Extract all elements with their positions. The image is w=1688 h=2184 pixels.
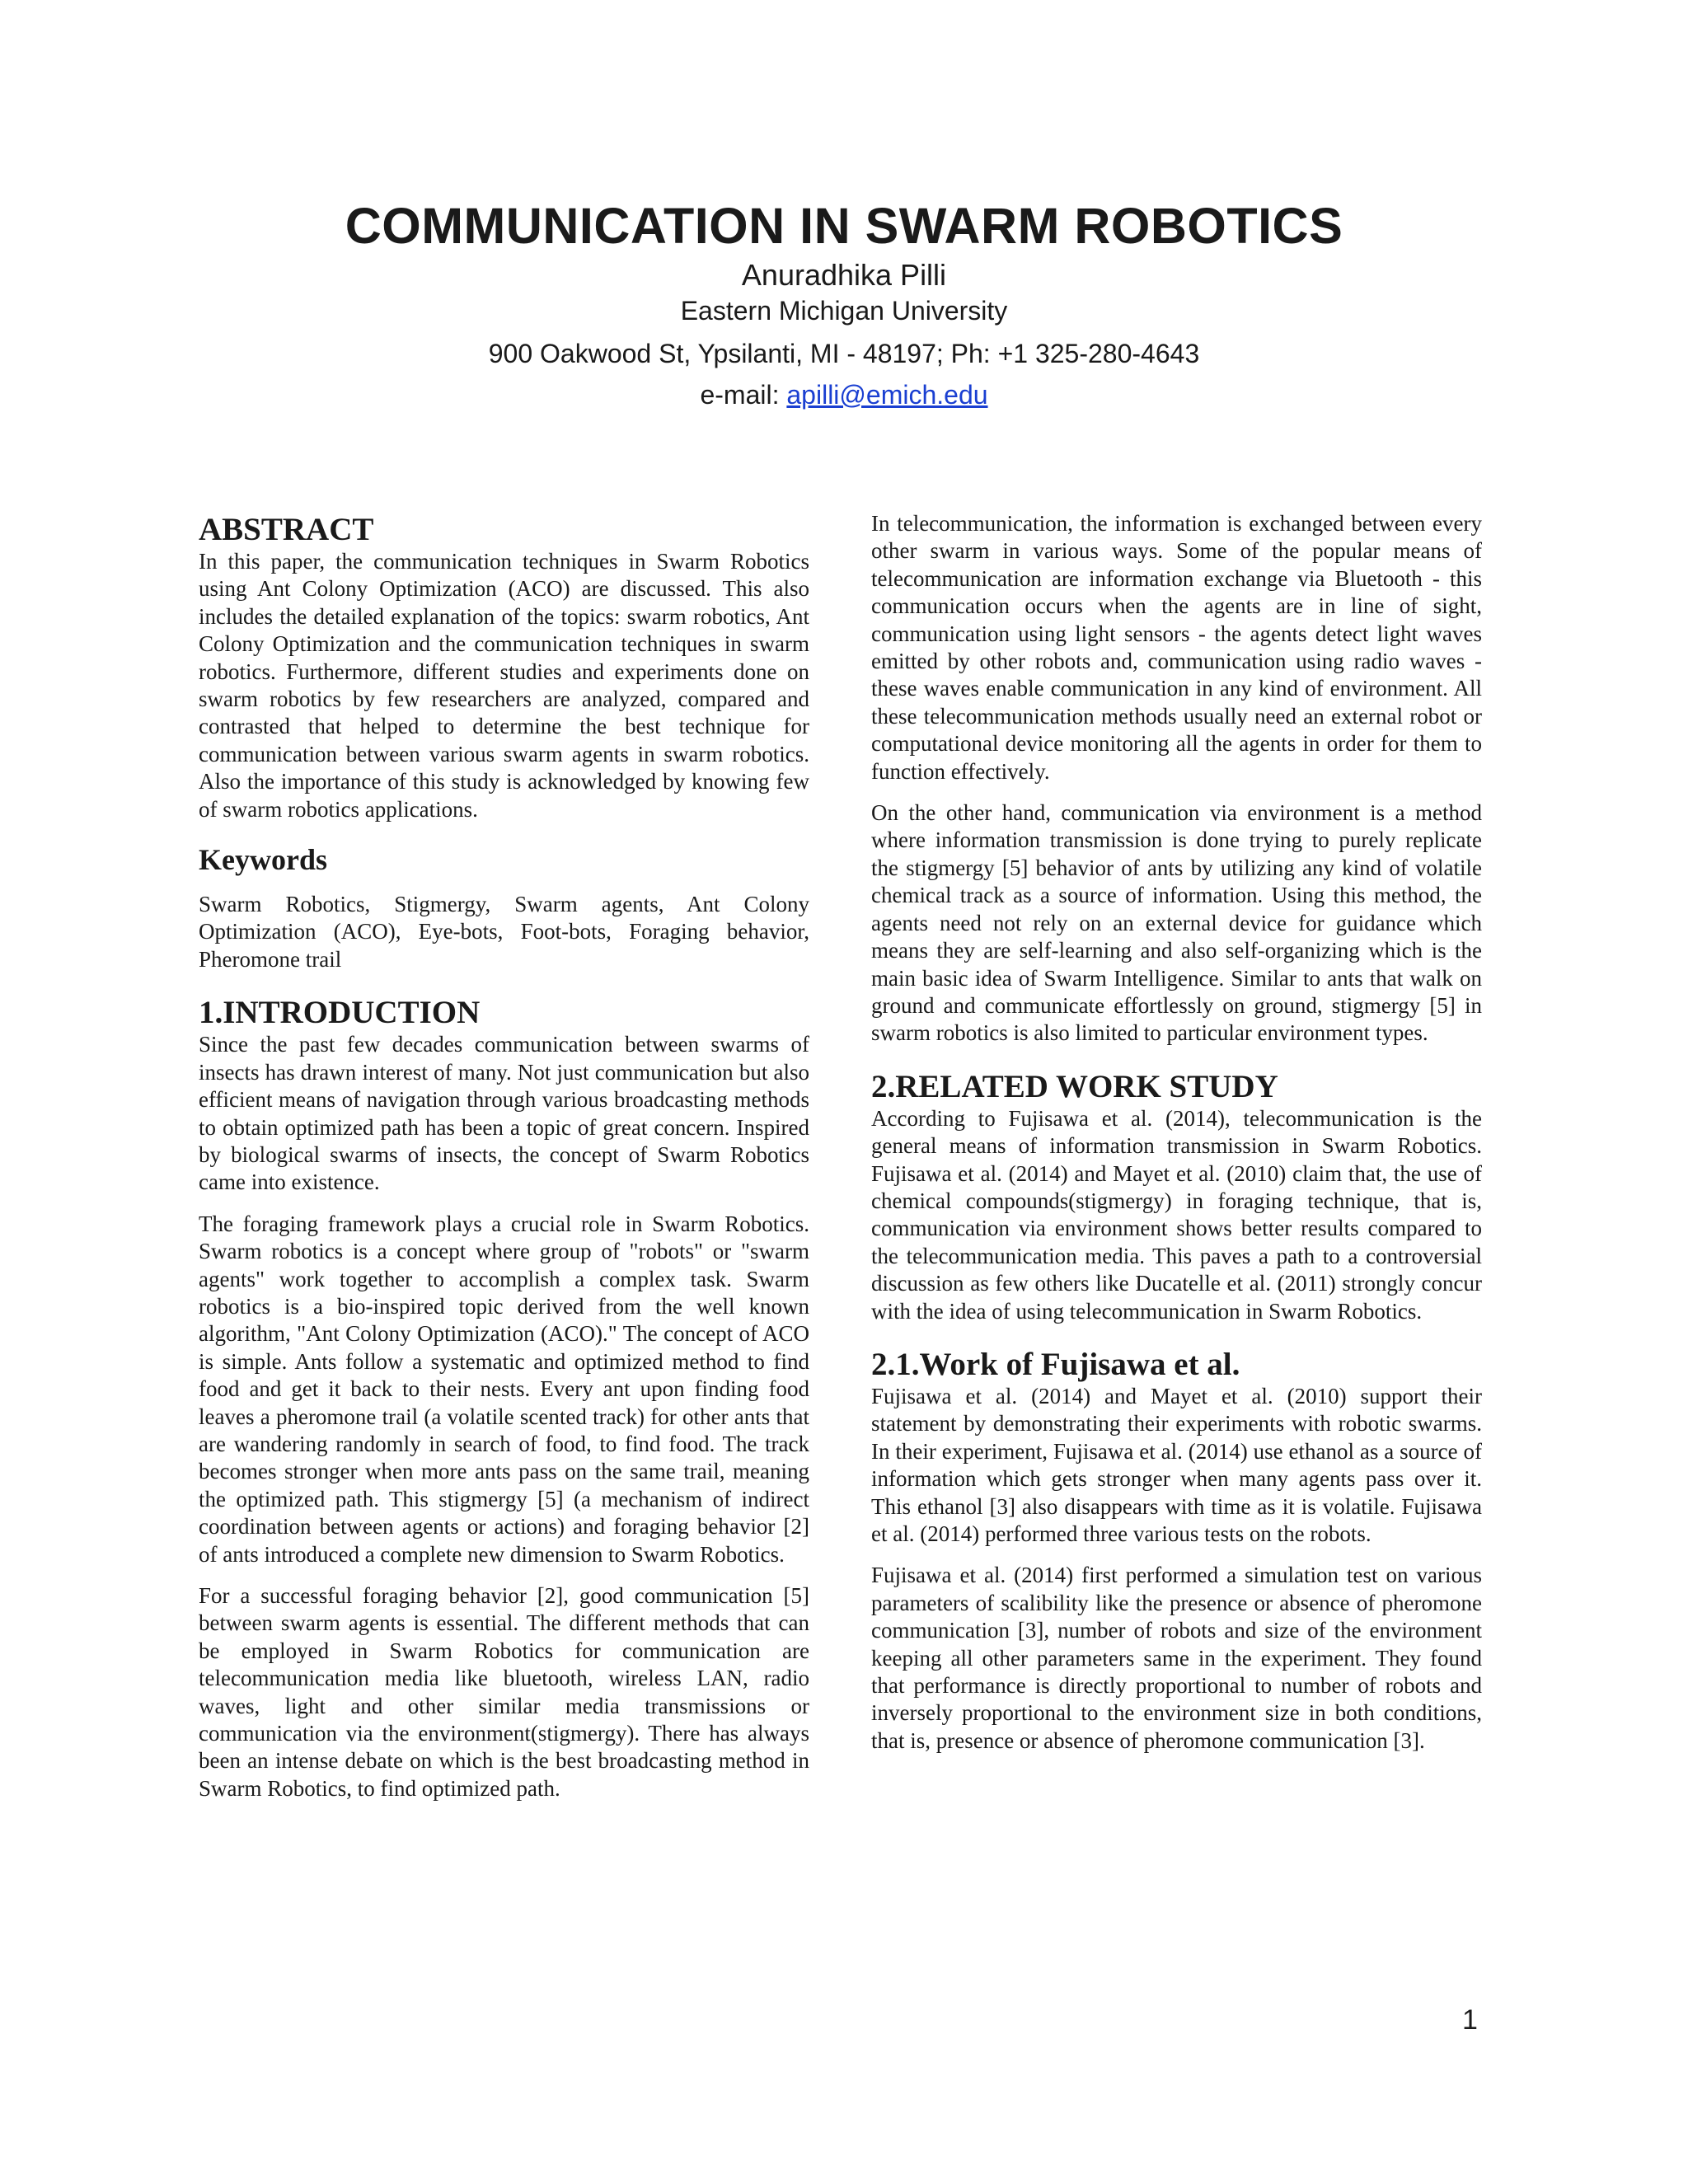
fujisawa-paragraph: Fujisawa et al. (2014) and Mayet et al. (2010) support their statement by demonstrating their experiments with robotic swarms. In their experiment, Fujisawa et al. (2014) use ethanol as a source of information which gets stronger when many agents pass over it. This ethanol [3] also disappears with time as it is volatile. Fujisawa et al. (2014) performed three various tests on the robots.	[871, 1383, 1482, 1546]
right-column	[871, 510, 1482, 1769]
page-number: 1	[1462, 2004, 1478, 2036]
paper-title: COMMUNICATION IN SWARM ROBOTICS	[345, 198, 1343, 254]
left-column	[199, 507, 809, 1816]
author-name: Anuradhika Pilli	[741, 258, 947, 292]
related-work-heading: 2.RELATED WORK STUDY	[871, 1068, 1278, 1104]
intro-paragraph: For a successful foraging behavior [2], good communication [5] between swarm agents is essential. The different methods that can be employed in Swarm Robotics for communication are telecommunication media like bluetooth, wireless LAN, radio waves, light and other similar media transmissions or communication via the environment(stigmergy). There has always been an intense debate on which is the best broadcasting method in Swarm Robotics, to find optimized path.	[199, 1583, 809, 1801]
abstract-text: In this paper, the communication techniques in Swarm Robotics using Ant Colony Optimization (ACO) are discussed. This also includes the detailed explanation of the topics: swarm robotics, Ant Colony Optimization and the communication techniques in swarm robotics. Furthermore, different studies and experiments done on swarm robotics by few researchers are analyzed, compared and contrasted that helped to determine the best technique for communication between various swarm agents in swarm robotics. Also the importance of this study is acknowledged by knowing few of swarm robotics applications.	[199, 549, 809, 822]
intro-paragraph: In telecommunication, the information is exchanged between every other swarm in various ways. Some of the popular means of telecommunication are information exchange via Bluetooth - this communication occurs when the agents are in line of sight, communication using light sensors - the agents detect light waves emitted by other robots and, communication using radio waves - these waves enable communication in any kind of environment. All these telecommunication methods usually need an external robot or computational device monitoring all the agents in order for them to function effectively.	[871, 511, 1482, 784]
fujisawa-heading: 2.1.Work of Fujisawa et al.	[871, 1346, 1240, 1382]
intro-paragraph: The foraging framework plays a crucial role in Swarm Robotics. Swarm robotics is a concept where group of "robots" or "swarm agents" work together to accomplish a complex task. Swarm robotics is a bio-inspired topic derived from the well known algorithm, "Ant Colony Optimization (ACO)." The concept of ACO is simple. Ants follow a systematic and optimized method to find food and get it back to their nests. Every ant upon finding food leaves a pheromone trail (a volatile scented track) for other ants that are wandering randomly in search of food, to find food. The track becomes stronger when more ants pass on the same trail, meaning the optimized path. This stigmergy [5] (a mechanism of indirect coordination between agents or actions) and foraging behavior [2] of ants introduced a complete new dimension to Swarm Robotics.	[199, 1211, 809, 1567]
keywords-heading: Keywords	[199, 843, 327, 877]
email-label: e-mail:	[700, 380, 787, 410]
intro-paragraph: On the other hand, communication via environment is a method where information transmission is done trying to purely replicate the stigmergy [5] behavior of ants by utilizing any kind of volatile chemical track as a source of information. Using this method, the agents need not rely on an external device for guidance which means they are self-learning and also self-organizing which is the main basic idea of Swarm Intelligence. Similar to ants that walk on ground and communicate effortlessly on ground, stigmergy [5] in swarm robotics is also limited to particular environment types.	[871, 800, 1482, 1046]
introduction-heading: 1.INTRODUCTION	[199, 995, 481, 1031]
author-address: 900 Oakwood St, Ypsilanti, MI - 48197; Ph: +1 325-280-4643	[488, 339, 1200, 368]
author-email-line	[0, 377, 1688, 412]
fujisawa-paragraph: Fujisawa et al. (2014) first performed a simulation test on various parameters of scalibility like the presence or absence of pheromone communication [3], number of robots and size of the environment keeping all other parameters same in the experiment. They found that performance is directly proportional to number of robots and inversely proportional to the environment size in both conditions, that is, presence or absence of pheromone communication [3].	[871, 1563, 1482, 1753]
paper-header	[0, 196, 1688, 412]
intro-paragraph: Since the past few decades communication between swarms of insects has drawn interest of many. Not just communication but also efficient means of navigation through various broadcasting methods to obtain optimized path has been a topic of great concern. Inspired by biological swarms of insects, the concept of Swarm Robotics came into existence.	[199, 1032, 809, 1195]
email-link[interactable]: apilli@emich.edu	[786, 380, 988, 410]
related-work-text: According to Fujisawa et al. (2014), telecommunication is the general means of information transmission in Swarm Robotics. Fujisawa et al. (2014) and Mayet et al. (2010) claim that, the use of chemical compounds(stigmergy) in foraging technique, that is, communication via environment shows better results compared to the telecommunication media. This paves a path to a controversial discussion as few others like Ducatelle et al. (2011) strongly concur with the idea of using telecommunication in Swarm Robotics.	[871, 1105, 1482, 1324]
author-affiliation: Eastern Michigan University	[680, 296, 1008, 326]
abstract-heading: ABSTRACT	[199, 512, 374, 547]
keywords-text: Swarm Robotics, Stigmergy, Swarm agents, Ant Colony Optimization (ACO), Eye-bots, Foot-bots, Foraging behavior, Pheromone trail	[199, 892, 809, 972]
